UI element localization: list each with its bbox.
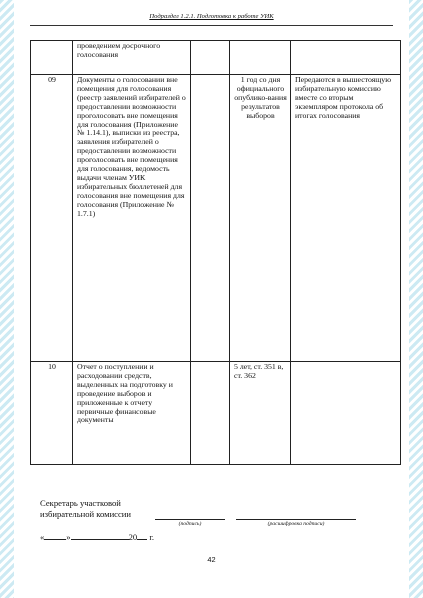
signature-label: [40, 498, 131, 519]
right-decorative-stripe: [409, 0, 423, 598]
table-row: [31, 362, 401, 465]
signature-label-line2: избирательной комиссии: [40, 508, 132, 519]
row-number: 09: [31, 75, 73, 362]
quote-open: «: [40, 532, 45, 542]
month-blank: [71, 531, 129, 540]
empty-cell: [191, 41, 230, 75]
retention-term: 1 год со дня официального опублико-вания результатов выборов: [230, 75, 291, 362]
signature-caption: (подпись): [178, 521, 202, 527]
row-number: [31, 41, 73, 75]
retention-term: 5 лет, ст. 351 в, ст. 362: [230, 362, 291, 465]
document-description: проведением досрочного голосования: [73, 41, 191, 75]
name-line: [236, 519, 356, 520]
header-rule: [30, 25, 393, 26]
quote-close: »: [66, 532, 71, 542]
date-line: [40, 531, 154, 542]
note-cell: [291, 362, 401, 465]
page-header: Подраздел 1.2.1. Подготовка к работе УИК: [149, 13, 274, 20]
signature-line: [155, 519, 225, 520]
retention-term: [230, 41, 291, 75]
note-cell: [291, 41, 401, 75]
day-blank: [44, 531, 66, 540]
empty-cell: [191, 75, 230, 362]
year-suffix: г.: [149, 532, 155, 542]
page-number: 42: [207, 555, 216, 564]
empty-cell: [191, 362, 230, 465]
document-description: Отчет о поступлении и расходовании средств, выделенных на подготовку и проведение выборов и приложенные к отчету первичные финансовые документы: [73, 362, 191, 465]
year-prefix: 20: [128, 532, 138, 542]
table-row: [31, 41, 401, 75]
row-number: 10: [31, 362, 73, 465]
year-blank: [137, 531, 147, 540]
table-row: [31, 75, 401, 362]
note-cell: Передаются в вышестоящую избирательную комиссию вместе со вторым экземпляром протокола об итогах голосования: [291, 75, 401, 362]
documents-table: [30, 40, 401, 465]
left-decorative-stripe: [0, 0, 14, 598]
signature-label-line1: Секретарь участковой: [40, 498, 121, 508]
name-caption: (расшифровка подписи): [267, 521, 325, 527]
document-description: Документы о голосовании вне помещения для голосования (реестр заявлений избирателей о предоставлении возможности проголосовать вне помещения для голосования (Приложение № 1.14.1), выписки из реестра, заявления избирателей о предоставлении возможности проголосовать вне помещения для голосования, ведомость выдачи членам УИК избирательных бюллетеней для голосования вне помещения для голосования (Приложение № 1.7.1): [73, 75, 191, 362]
